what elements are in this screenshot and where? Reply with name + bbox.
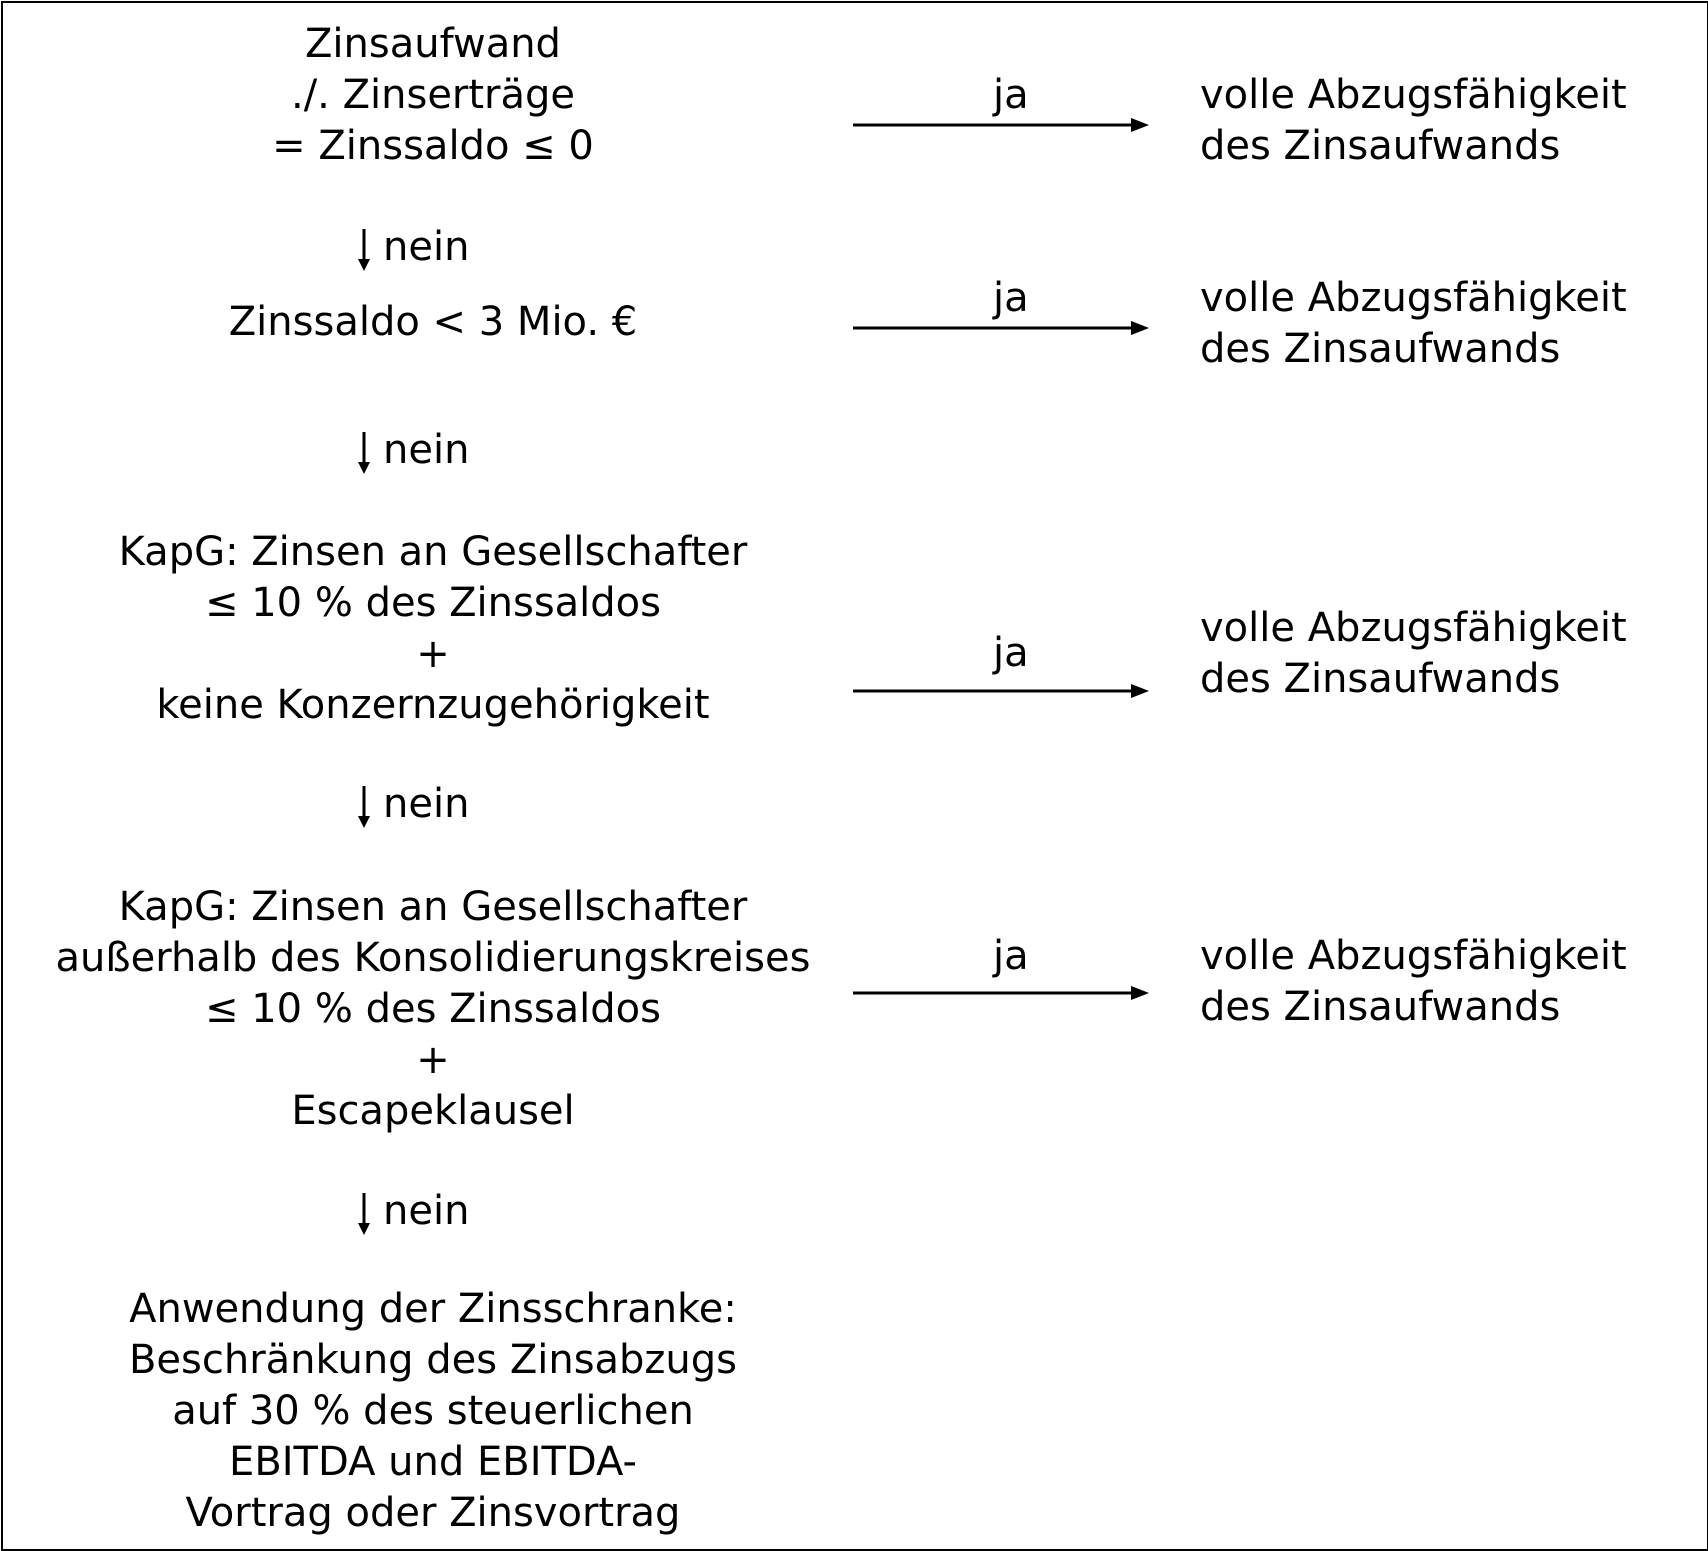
condition-2-line-1: Zinssaldo < 3 Mio. € — [228, 299, 638, 345]
diagram-frame — [1, 1, 1708, 1551]
outcome-2 — [1200, 273, 1627, 375]
yes-label-3: ja — [993, 630, 1029, 676]
condition-4-line-5: Escapeklausel — [291, 1088, 575, 1134]
down-arrow-icon — [354, 227, 374, 273]
no-label-2: nein — [383, 427, 470, 473]
yes-label-4: ja — [993, 933, 1029, 979]
down-arrow-icon — [354, 1191, 374, 1237]
right-arrow-icon — [853, 983, 1153, 1003]
right-arrow-icon — [853, 318, 1153, 338]
outcome-2-line-2: des Zinsaufwands — [1200, 326, 1561, 372]
condition-1 — [43, 19, 823, 172]
condition-4-line-3: ≤ 10 % des Zinssaldos — [205, 986, 661, 1032]
condition-4-line-1: KapG: Zinsen an Gesellschafter — [118, 884, 748, 930]
yes-label-1: ja — [993, 72, 1029, 118]
condition-1-line-2: ./. Zinserträge — [290, 72, 576, 118]
condition-3-line-4: keine Konzernzugehörigkeit — [156, 682, 710, 728]
final-line-5: Vortrag oder Zinsvortrag — [185, 1490, 681, 1536]
right-arrow-icon — [853, 115, 1153, 135]
outcome-1-line-1: volle Abzugsfähigkeit — [1200, 72, 1627, 118]
right-arrow-icon — [853, 681, 1153, 701]
condition-1-line-1: Zinsaufwand — [305, 21, 561, 67]
condition-3 — [43, 527, 823, 731]
final-line-1: Anwendung der Zinsschranke: — [129, 1286, 737, 1332]
final-line-2: Beschränkung des Zinsabzugs — [128, 1337, 738, 1383]
condition-4-line-2: außerhalb des Konsolidierungskreises — [55, 935, 811, 981]
no-label-4: nein — [383, 1188, 470, 1234]
outcome-1-line-2: des Zinsaufwands — [1200, 123, 1561, 169]
final-line-4: EBITDA und EBITDA- — [229, 1439, 637, 1485]
condition-2 — [43, 297, 823, 348]
outcome-3-line-2: des Zinsaufwands — [1200, 656, 1561, 702]
no-label-1: nein — [383, 224, 470, 270]
outcome-4-line-1: volle Abzugsfähigkeit — [1200, 933, 1627, 979]
condition-1-line-3: = Zinssaldo ≤ 0 — [272, 123, 594, 169]
yes-label-2: ja — [993, 275, 1029, 321]
outcome-4-line-2: des Zinsaufwands — [1200, 984, 1561, 1030]
final-result — [43, 1284, 823, 1539]
down-arrow-icon — [354, 784, 374, 830]
outcome-4 — [1200, 931, 1627, 1033]
outcome-2-line-1: volle Abzugsfähigkeit — [1200, 275, 1627, 321]
outcome-3 — [1200, 603, 1627, 705]
condition-4 — [23, 882, 843, 1137]
condition-3-line-2: ≤ 10 % des Zinssaldos — [205, 580, 661, 626]
condition-4-line-4: + — [416, 1037, 450, 1083]
final-line-3: auf 30 % des steuerlichen — [172, 1388, 694, 1434]
condition-3-line-1: KapG: Zinsen an Gesellschafter — [118, 529, 748, 575]
condition-3-line-3: + — [416, 631, 450, 677]
down-arrow-icon — [354, 430, 374, 476]
outcome-1 — [1200, 70, 1627, 172]
no-label-3: nein — [383, 781, 470, 827]
outcome-3-line-1: volle Abzugsfähigkeit — [1200, 605, 1627, 651]
